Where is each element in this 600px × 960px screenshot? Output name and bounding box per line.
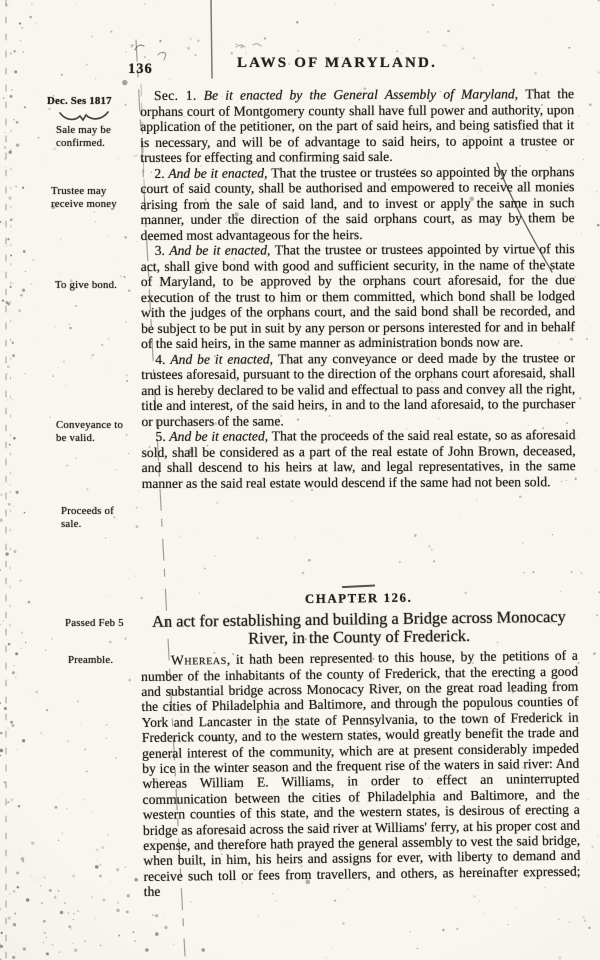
margin-note-preamble: Preamble. bbox=[68, 654, 114, 666]
margin-note-sale-confirmed: Sale may be confirmed. bbox=[56, 124, 111, 149]
margin-note-conveyance: Conveyance to be valid. bbox=[56, 419, 124, 444]
margin-note-trustee-money: Trustee may receive money bbox=[51, 185, 117, 210]
section-3-enacting-clause: And be it enacted, bbox=[169, 242, 271, 258]
margin-note-give-bond: To give bond. bbox=[55, 279, 118, 291]
section-3-label: 3. bbox=[154, 242, 165, 258]
section-divider-rule bbox=[342, 585, 375, 589]
section-3-text: That the trustee or trustees appointed by virtue of this act, shall give bond with good and sufficient security, in the name of the state of Maryland, to be approved by the orphans court aforesaid, for the due execution of the trust to him or them committed, which bond shall be lodged with the judges of the orphans court, and the said bond shall be recorded, and be subject to be put in suit by any person or persons interested for and in behalf of the said heirs, in the same manner as administration bonds now are. bbox=[140, 241, 576, 351]
chapter-heading: CHAPTER 126. bbox=[304, 590, 413, 606]
session-flourish-icon bbox=[58, 109, 110, 124]
section-2-label: 2. bbox=[154, 165, 165, 181]
section-5-label: 5. bbox=[155, 428, 166, 444]
section-4-enacting-clause: And be it enacted, bbox=[170, 350, 274, 367]
preamble-text: , it hath been represented to this house, by the petitions of a number of the inhabitants of the county of Frederick, that the erecting a good and substantial bridge across Monocacy River, on the great road leading from the cities of Philadelphia and Baltimore, and through the populous counties of York and Lancaster in the state of Pennsylvania, to the town of Frederick in Frederick county, and to the western states, would greatly benefit the trade and general interest of the community, which are at present considerably impeded by ice in the winter season and the frequent rise of the waters in said river: And whereas William E. Williams, in order to effect an uninterrupted communication between the cities of Philadelphia and Baltimore, and the western counties of this state, and the western states, is desirous of erecting a bridge as aforesaid across the said river at Williams' ferry, at his proper cost and expense, and therefore hath prayed the general assembly to vest the said bridge, when built, in him, his heirs and assigns for ever, with liberty to demand and receive such toll or fees from travellers, and others, as hereinafter expressed; the bbox=[141, 647, 581, 900]
page-number: 136 bbox=[128, 61, 153, 77]
margin-note-passed-date: Passed Feb 5 bbox=[65, 617, 124, 629]
section-1-label: Sec. 1. bbox=[153, 87, 197, 103]
statute-text-column bbox=[140, 86, 576, 491]
section-1-enacting-clause: Be it enacted by the General Assembly of Maryland, bbox=[203, 86, 519, 103]
section-5-text: That the proceeds of the said real estate, so as aforesaid sold, shall be considered as a part of the real estate of John Brown, deceased, and shall descend to his heirs at law, and legal representatives, in the same manner as the said real estate would descend if the same had not been sold. bbox=[141, 427, 576, 491]
section-5-enacting-clause: And be it enacted, bbox=[169, 428, 269, 444]
section-1-text: That the orphans court of Montgomery county shall have full power and authority, upon application of the petitioner, on the part of said heirs, and being satisfied that it is necessary, and will be of advantage to said heirs, to appoint a trustee or trustees for effecting and confirming said sale. bbox=[140, 86, 575, 165]
margin-note-proceeds: Proceeds of sale. bbox=[61, 505, 114, 530]
section-2-enacting-clause: And be it enacted, bbox=[168, 164, 268, 181]
chapter-block bbox=[140, 580, 581, 914]
statute-section-5 bbox=[141, 427, 575, 491]
statute-section-3 bbox=[141, 241, 575, 351]
preamble-paragraph bbox=[141, 648, 581, 900]
statute-section-1 bbox=[140, 86, 574, 165]
statute-section-4 bbox=[141, 350, 575, 429]
preamble-lead: Whereas bbox=[170, 652, 227, 668]
section-2-text: That the trustee or trustees so appointed by the orphans court of said county, shall be authorised and empowered to receive all monies arising from the sale of said land, and to invest or apply the same in such manner, under the direction of the said orphans court, as may by them be deemed most advantageous for the heirs. bbox=[140, 163, 575, 243]
page-header-title: LAWS OF MARYLAND. bbox=[236, 55, 438, 71]
section-4-text: That any conveyance or deed made by the trustee or trustees aforesaid, pursuant to the direction of the orphans court aforesaid, shall and is hereby declared to be valid and effectual to pass and convey all the right, title and interest, of the said heirs, in and to the land aforesaid, to the purchaser or purchasers of the same. bbox=[141, 349, 576, 429]
statute-section-2 bbox=[140, 164, 574, 243]
act-title: An act for establishing and building a Bridge across Monocacy River, in the County of Frederick. bbox=[151, 606, 566, 648]
margin-note-session: Dec. Ses 1817 bbox=[47, 95, 112, 107]
section-4-label: 4. bbox=[155, 351, 166, 367]
